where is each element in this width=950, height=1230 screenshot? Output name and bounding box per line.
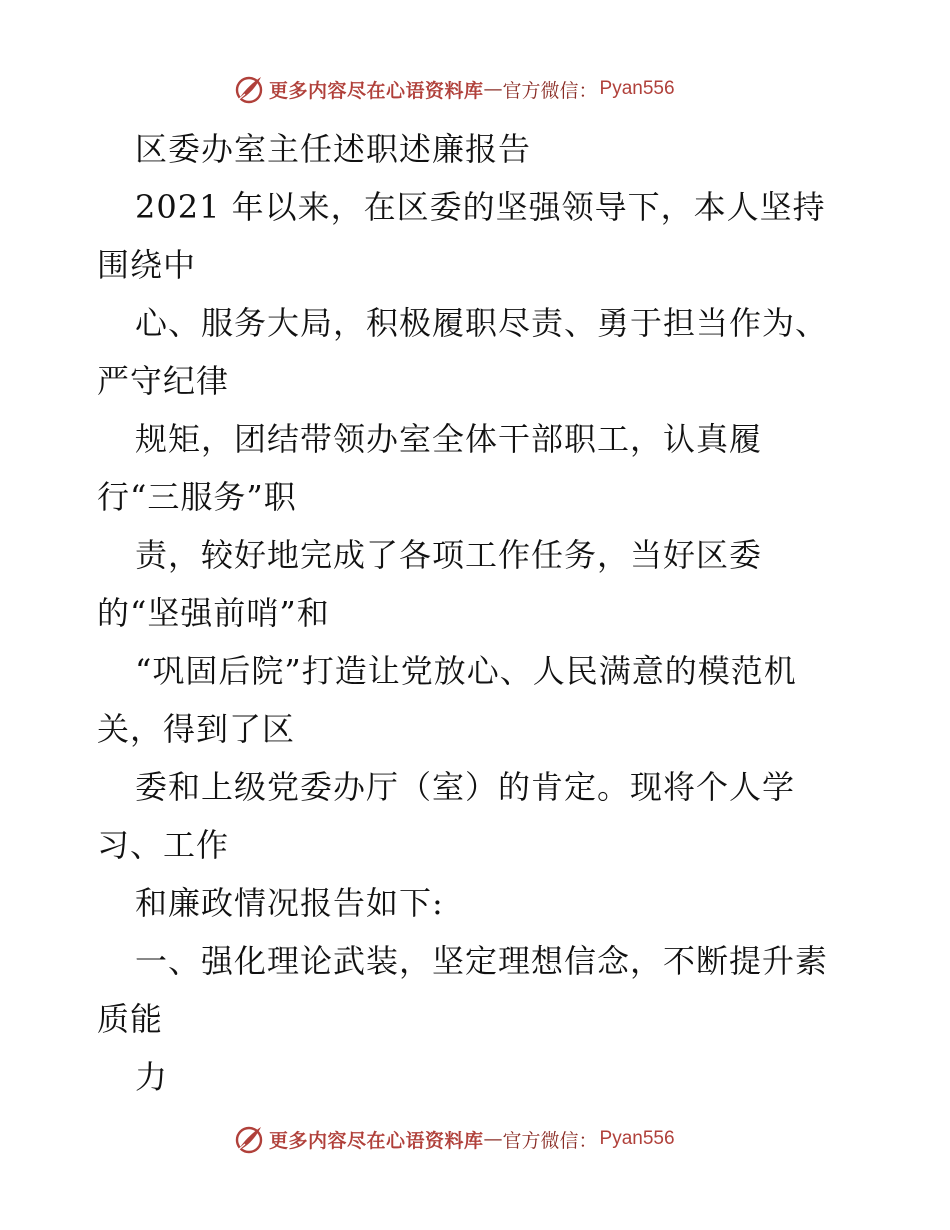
- section-heading: 一、强化理论武装，坚定理想信念，不断提升素: [135, 942, 829, 980]
- banner-wechat-id: Pyan556: [599, 78, 675, 99]
- paragraph-line: 委和上级党委办厅（室）的肯定。现将个人学: [135, 768, 796, 806]
- paragraph-line: 行“三服务”职: [97, 478, 297, 516]
- banner-dash: —: [483, 78, 503, 100]
- banner-brand-text: 更多内容尽在心语资料库: [269, 1129, 484, 1152]
- paragraph-line: 2021 年以来，在区委的坚强领导下，本人坚持: [135, 188, 826, 226]
- paragraph-line: 围绕中: [97, 246, 197, 284]
- document-title: 区委办室主任述职述廉报告: [135, 130, 532, 168]
- document-body: [97, 120, 857, 1106]
- banner-wechat-id: Pyan556: [599, 1128, 675, 1149]
- quill-pen-circle-icon: [233, 73, 265, 105]
- paragraph-line: 习、工作: [97, 826, 230, 864]
- paragraph-line: 严守纪律: [97, 362, 230, 400]
- paragraph-line: “巩固后院”打造让党放心、人民满意的模范机: [135, 652, 797, 690]
- paragraph-line: 的“坚强前哨”和: [97, 594, 330, 632]
- banner-brand-text: 更多内容尽在心语资料库: [269, 79, 484, 102]
- section-heading: 力: [135, 1058, 169, 1096]
- banner-wechat-label: 官方微信：: [502, 79, 598, 102]
- header-banner: [233, 72, 675, 106]
- paragraph-line: 心、服务大局，积极履职尽责、勇于担当作为、: [135, 304, 829, 342]
- paragraph-line: 责，较好地完成了各项工作任务，当好区委: [135, 536, 763, 574]
- banner-dash: —: [483, 1128, 503, 1150]
- paragraph-line: 和廉政情况报告如下:: [135, 884, 444, 922]
- paragraph-line: 规矩，团结带领办室全体干部职工，认真履: [135, 420, 763, 458]
- paragraph-line: 关，得到了区: [97, 710, 296, 748]
- banner-wechat-label: 官方微信：: [502, 1129, 598, 1152]
- footer-banner: [233, 1122, 675, 1156]
- quill-pen-circle-icon: [233, 1123, 265, 1155]
- section-heading: 质能: [97, 1000, 164, 1038]
